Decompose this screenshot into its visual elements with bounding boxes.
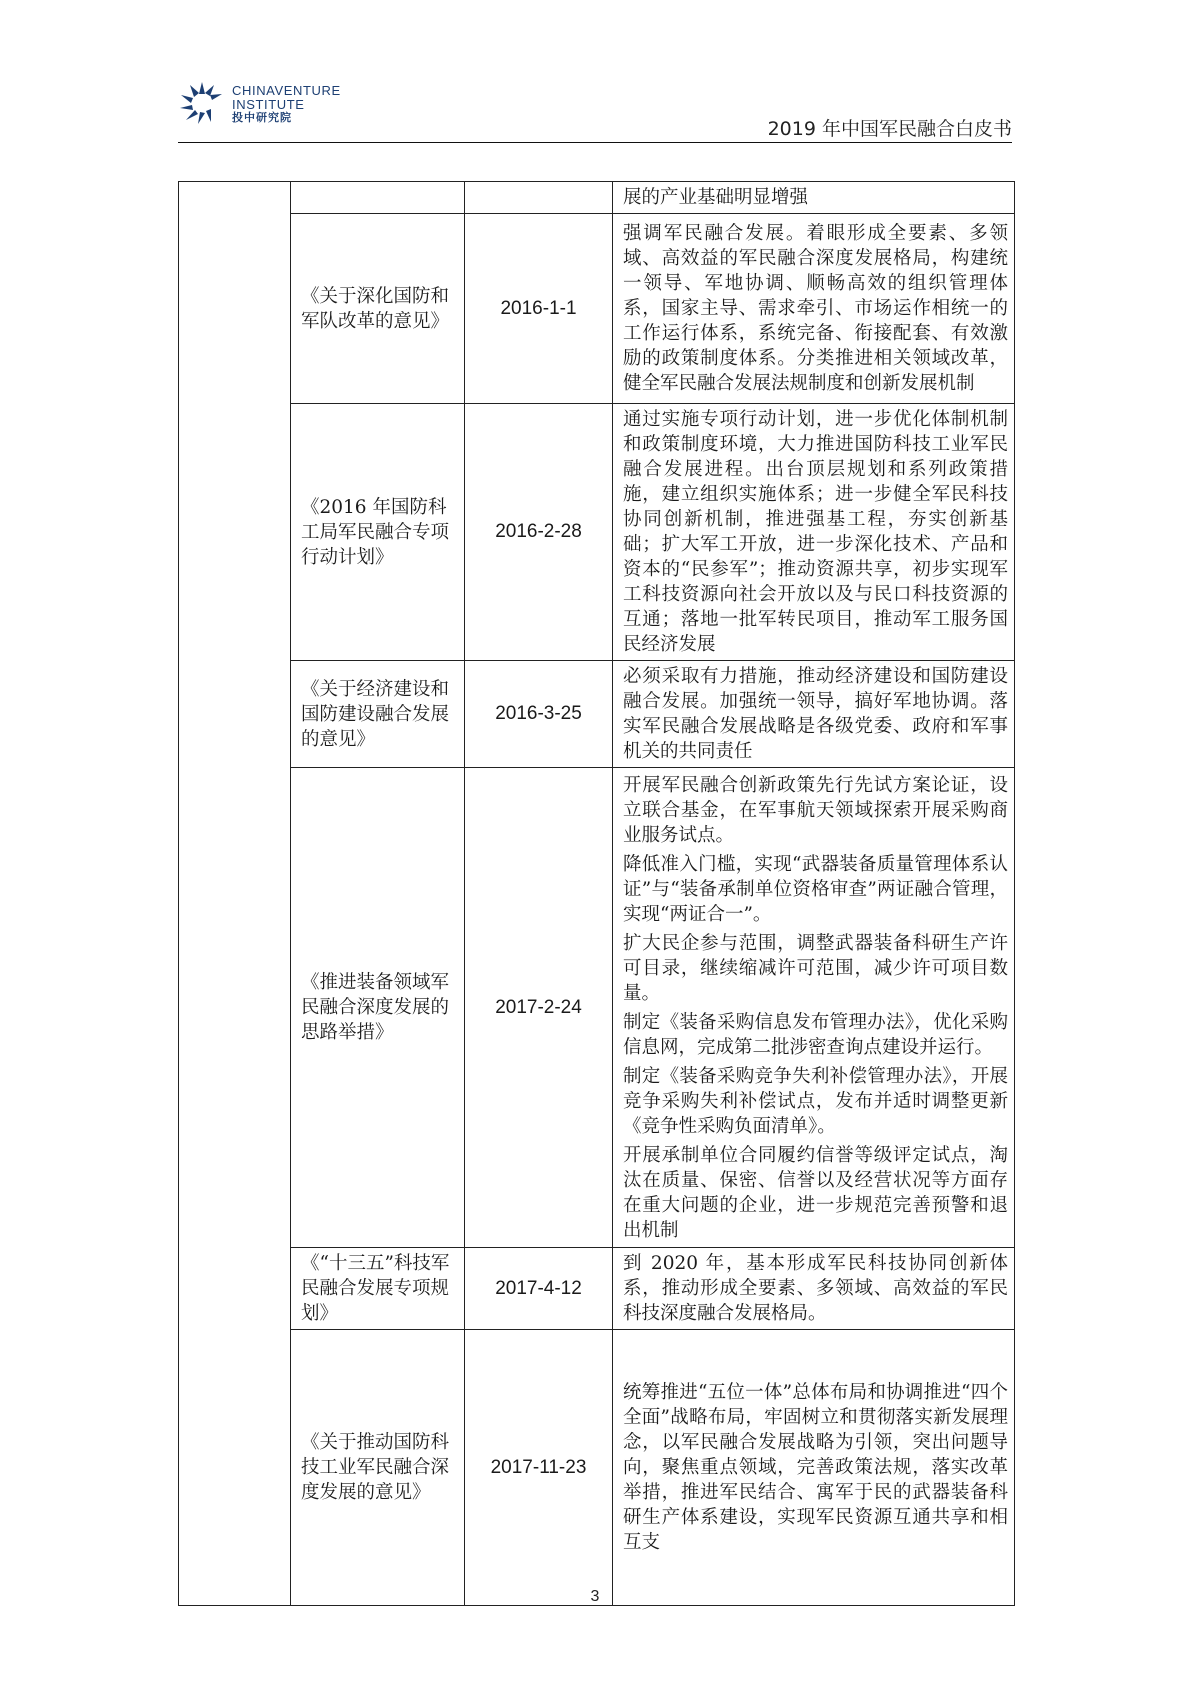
- policy-date-cell: 2016-2-28: [465, 404, 613, 661]
- starburst-logo-icon: [178, 80, 226, 126]
- description-paragraph: 制定《装备采购信息发布管理办法》，优化采购信息网，完成第二批涉密查询点建设并运行。: [623, 1011, 1008, 1058]
- description-paragraph: 强调军民融合发展。着眼形成全要素、多领域、高效益的军民融合深度发展格局，构建统一领导、军地协调、顺畅高效的组织管理体系，国家主导、需求牵引、市场运作相统一的工作运行体系，系统完备、衔接配套、有效激励的政策制度体系。分类推进相关领域改革，健全军民融合发展法规制度和创新发展机制: [623, 223, 1008, 394]
- description-paragraph: 通过实施专项行动计划，进一步优化体制机制和政策制度环境，大力推进国防科技工业军民融合发展进程。出台顶层规划和系列政策措施，建立组织实施体系；进一步健全军民科技协同创新机制，推进强基工程，夯实创新基础；扩大军工开放，进一步深化技术、产品和资本的“民参军”；推动资源共享，初步实现军工科技资源向社会开放以及与民口科技资源的互通；落地一批军转民项目，推动军工服务国民经济发展: [623, 409, 1008, 655]
- policy-description-cell: [613, 182, 1015, 214]
- policy-date-cell: [465, 182, 613, 214]
- description-paragraph: 开展军民融合创新政策先行先试方案论证，设立联合基金，在军事航天领域探索开展采购商业服务试点。: [623, 774, 1008, 846]
- policy-date-cell: 2017-4-12: [465, 1248, 613, 1330]
- header-divider: [178, 142, 1012, 143]
- page-header: [178, 78, 1012, 144]
- policy-table: [178, 181, 1015, 1606]
- table-row: [179, 1330, 1015, 1606]
- logo-line-2: INSTITUTE: [232, 97, 305, 112]
- table-row: [179, 768, 1015, 1248]
- table-row: [179, 214, 1015, 404]
- policy-title-cell: 《关于深化国防和军队改革的意见》: [291, 214, 465, 404]
- policy-title-cell: 《2016 年国防科工局军民融合专项行动计划》: [291, 404, 465, 661]
- description-paragraph: 开展承制单位合同履约信誉等级评定试点，淘汰在质量、保密、信誉以及经营状况等方面存在重大问题的企业，进一步规范完善预警和退出机制: [623, 1144, 1008, 1241]
- description-paragraph: 扩大民企参与范围，调整武器装备科研生产许可目录，继续缩减许可范围，减少许可项目数量。: [623, 932, 1008, 1004]
- category-cell: [179, 182, 291, 1606]
- description-paragraph: 制定《装备采购竞争失利补偿管理办法》，开展竞争采购失利补偿试点，发布并适时调整更新《竞争性采购负面清单》。: [623, 1065, 1008, 1137]
- policy-title-cell: 《关于推动国防科技工业军民融合深度发展的意见》: [291, 1330, 465, 1606]
- logo-line-1: CHINAVENTURE: [232, 83, 341, 98]
- policy-description-cell: [613, 768, 1015, 1248]
- policy-title-cell: [291, 182, 465, 214]
- chinaventure-logo: [178, 78, 378, 128]
- policy-description-cell: [613, 404, 1015, 661]
- policy-title-cell: 《关于经济建设和国防建设融合发展的意见》: [291, 661, 465, 768]
- table-row: [179, 182, 1015, 214]
- document-title: 2019 年中国军民融合白皮书: [767, 118, 1012, 140]
- policy-description-cell: [613, 661, 1015, 768]
- table-row: [179, 661, 1015, 768]
- policy-description-cell: [613, 214, 1015, 404]
- policy-title-cell: 《推进装备领域军民融合深度发展的思路举措》: [291, 768, 465, 1248]
- table-row: [179, 404, 1015, 661]
- policy-date-cell: 2017-2-24: [465, 768, 613, 1248]
- logo-line-3: 投中研究院: [232, 112, 292, 124]
- description-paragraph: 统筹推进“五位一体”总体布局和协调推进“四个全面”战略布局，牢固树立和贯彻落实新发展理念，以军民融合发展战略为引领，突出问题导向，聚焦重点领域，完善政策法规，落实改革举措，推进军民结合、寓军于民的武器装备科研生产体系建设，实现军民资源互通共享和相互支: [623, 1382, 1008, 1553]
- policy-title-cell: 《“十三五”科技军民融合发展专项规划》: [291, 1248, 465, 1330]
- policy-description-cell: [613, 1248, 1015, 1330]
- policy-description-cell: [613, 1330, 1015, 1606]
- policy-date-cell: 2016-3-25: [465, 661, 613, 768]
- description-paragraph: 展的产业基础明显增强: [623, 187, 809, 208]
- page-number: 3: [590, 1588, 600, 1605]
- description-paragraph: 到 2020 年，基本形成军民科技协同创新体系，推动形成全要素、多领域、高效益的军民科技深度融合发展格局。: [623, 1253, 1008, 1324]
- description-paragraph: 必须采取有力措施，推动经济建设和国防建设融合发展。加强统一领导，搞好军地协调。落实军民融合发展战略是各级党委、政府和军事机关的共同责任: [623, 666, 1008, 762]
- description-paragraph: 降低准入门槛，实现“武器装备质量管理体系认证”与“装备承制单位资格审查”两证融合管理，实现“两证合一”。: [623, 853, 1008, 925]
- policy-date-cell: 2016-1-1: [465, 214, 613, 404]
- policy-date-cell: 2017-11-23: [465, 1330, 613, 1606]
- table-row: [179, 1248, 1015, 1330]
